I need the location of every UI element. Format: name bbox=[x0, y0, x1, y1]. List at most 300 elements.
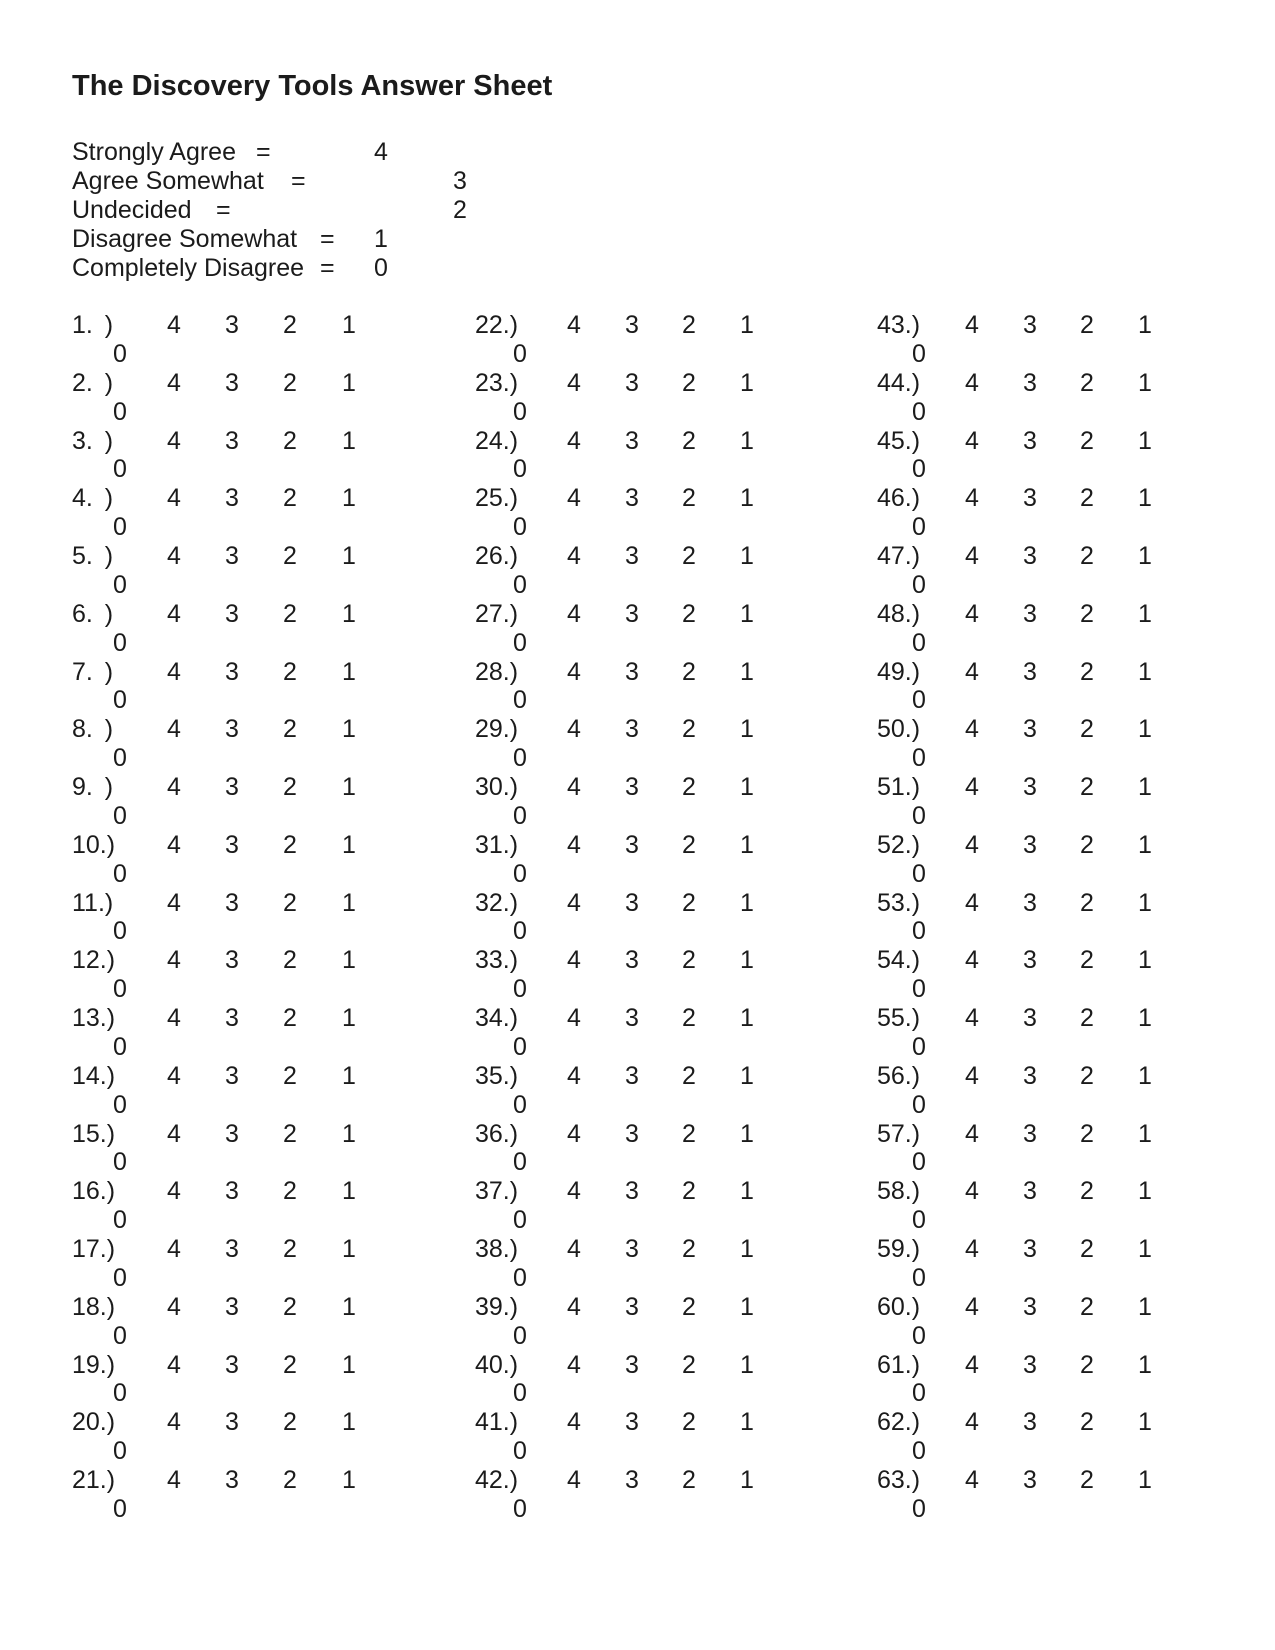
answer-item-44 bbox=[877, 369, 1257, 427]
scale-value-4: 4 bbox=[567, 1061, 581, 1090]
item-number-label: 9. ) bbox=[72, 773, 114, 801]
scale-value-4: 4 bbox=[567, 311, 581, 339]
zero-row bbox=[877, 744, 1257, 773]
item-number-label: 29.) bbox=[475, 715, 519, 744]
item-number-label: 55.) bbox=[877, 1004, 921, 1032]
answer-item-21 bbox=[72, 1466, 452, 1524]
scale-value-4: 4 bbox=[567, 888, 581, 917]
scale-row bbox=[475, 889, 855, 918]
scale-value-1: 1 bbox=[342, 542, 356, 570]
scale-value-2: 2 bbox=[682, 311, 696, 339]
scale-value-0: 0 bbox=[513, 1032, 527, 1061]
scale-value-4: 4 bbox=[167, 1004, 181, 1032]
answer-item-36 bbox=[475, 1120, 855, 1178]
answer-item-53 bbox=[877, 889, 1257, 947]
legend-label: Disagree Somewhat bbox=[72, 224, 298, 253]
scale-value-1: 1 bbox=[1138, 1061, 1152, 1090]
answer-item-52 bbox=[877, 831, 1257, 889]
scale-value-2: 2 bbox=[1080, 830, 1094, 859]
scale-value-3: 3 bbox=[225, 1177, 239, 1206]
scale-value-0: 0 bbox=[912, 1148, 926, 1177]
scale-value-0: 0 bbox=[912, 1494, 926, 1523]
zero-row bbox=[72, 860, 452, 889]
scale-value-3: 3 bbox=[625, 542, 639, 570]
scale-value-4: 4 bbox=[167, 311, 181, 339]
scale-value-0: 0 bbox=[912, 570, 926, 599]
scale-value-4: 4 bbox=[567, 1466, 581, 1494]
item-number-label: 57.) bbox=[877, 1119, 921, 1148]
scale-value-4: 4 bbox=[167, 1292, 181, 1321]
answer-item-42 bbox=[475, 1466, 855, 1524]
scale-row bbox=[877, 1120, 1257, 1149]
scale-value-3: 3 bbox=[225, 599, 239, 628]
legend-label: Agree Somewhat bbox=[72, 166, 264, 195]
answer-item-63 bbox=[877, 1466, 1257, 1524]
legend-equals-sign: = bbox=[320, 224, 335, 253]
scale-value-3: 3 bbox=[625, 715, 639, 744]
scale-value-2: 2 bbox=[1080, 426, 1094, 455]
scale-value-3: 3 bbox=[225, 830, 239, 859]
scale-row bbox=[877, 1293, 1257, 1322]
scale-value-2: 2 bbox=[1080, 542, 1094, 570]
answer-item-29 bbox=[475, 715, 855, 773]
answer-item-5 bbox=[72, 542, 452, 600]
scale-value-4: 4 bbox=[965, 715, 979, 744]
zero-row bbox=[475, 802, 855, 831]
scale-value-0: 0 bbox=[912, 397, 926, 426]
scale-value-3: 3 bbox=[625, 830, 639, 859]
zero-row bbox=[72, 1264, 452, 1293]
scale-row bbox=[877, 1408, 1257, 1437]
scale-value-1: 1 bbox=[342, 1466, 356, 1494]
legend-label: Completely Disagree bbox=[72, 253, 305, 282]
scale-value-0: 0 bbox=[513, 570, 527, 599]
scale-row bbox=[877, 369, 1257, 398]
scale-value-4: 4 bbox=[965, 311, 979, 339]
scale-value-1: 1 bbox=[740, 1350, 754, 1379]
scale-value-0: 0 bbox=[113, 1379, 127, 1408]
scale-value-0: 0 bbox=[912, 1321, 926, 1350]
scale-value-2: 2 bbox=[682, 1177, 696, 1206]
scale-value-3: 3 bbox=[625, 426, 639, 455]
scale-value-1: 1 bbox=[1138, 1350, 1152, 1379]
zero-row bbox=[72, 686, 452, 715]
scale-value-2: 2 bbox=[682, 773, 696, 801]
zero-row bbox=[475, 1091, 855, 1120]
item-number-label: 14.) bbox=[72, 1061, 116, 1090]
scale-value-3: 3 bbox=[625, 311, 639, 339]
zero-row bbox=[475, 455, 855, 484]
scale-value-4: 4 bbox=[965, 1061, 979, 1090]
scale-row bbox=[877, 542, 1257, 571]
legend-label: Strongly Agree bbox=[72, 138, 236, 166]
scale-value-0: 0 bbox=[113, 859, 127, 888]
scale-value-0: 0 bbox=[113, 1263, 127, 1292]
zero-row bbox=[877, 571, 1257, 600]
scale-value-4: 4 bbox=[567, 830, 581, 859]
scale-value-1: 1 bbox=[342, 946, 356, 975]
scale-value-1: 1 bbox=[342, 1292, 356, 1321]
item-number-label: 5. ) bbox=[72, 542, 114, 570]
scale-value-2: 2 bbox=[682, 1235, 696, 1263]
scale-row bbox=[877, 1235, 1257, 1264]
zero-row bbox=[877, 1033, 1257, 1062]
scale-value-1: 1 bbox=[1138, 888, 1152, 917]
scale-value-0: 0 bbox=[912, 686, 926, 715]
scale-value-0: 0 bbox=[912, 339, 926, 368]
scale-value-4: 4 bbox=[167, 1177, 181, 1206]
answer-item-60 bbox=[877, 1293, 1257, 1351]
scale-value-2: 2 bbox=[682, 830, 696, 859]
answer-item-49 bbox=[877, 658, 1257, 716]
zero-row bbox=[877, 860, 1257, 889]
scale-value-1: 1 bbox=[342, 1004, 356, 1032]
scale-value-3: 3 bbox=[225, 715, 239, 744]
item-number-label: 21.) bbox=[72, 1466, 116, 1494]
item-number-label: 60.) bbox=[877, 1292, 921, 1321]
scale-value-1: 1 bbox=[740, 946, 754, 975]
scale-value-1: 1 bbox=[740, 1004, 754, 1032]
scale-value-1: 1 bbox=[1138, 311, 1152, 339]
scale-value-3: 3 bbox=[625, 773, 639, 801]
legend-equals-sign: = bbox=[256, 138, 271, 166]
scale-value-3: 3 bbox=[225, 1004, 239, 1032]
scale-value-2: 2 bbox=[283, 773, 297, 801]
zero-row bbox=[72, 455, 452, 484]
scale-value-2: 2 bbox=[283, 830, 297, 859]
scale-value-3: 3 bbox=[625, 1004, 639, 1032]
item-number-label: 50.) bbox=[877, 715, 921, 744]
scale-row bbox=[877, 773, 1257, 802]
scale-value-3: 3 bbox=[225, 1061, 239, 1090]
scale-value-0: 0 bbox=[113, 1148, 127, 1177]
scale-value-0: 0 bbox=[912, 975, 926, 1004]
zero-row bbox=[72, 917, 452, 946]
scale-row bbox=[475, 1004, 855, 1033]
zero-row bbox=[72, 744, 452, 773]
scale-value-2: 2 bbox=[283, 599, 297, 628]
scale-value-1: 1 bbox=[342, 426, 356, 455]
scale-value-2: 2 bbox=[1080, 888, 1094, 917]
zero-row bbox=[877, 629, 1257, 658]
zero-row bbox=[877, 398, 1257, 427]
item-number-label: 32.) bbox=[475, 888, 519, 917]
scale-value-1: 1 bbox=[342, 773, 356, 801]
scale-value-4: 4 bbox=[567, 542, 581, 570]
item-number-label: 58.) bbox=[877, 1177, 921, 1206]
answer-item-39 bbox=[475, 1293, 855, 1351]
zero-row bbox=[877, 1148, 1257, 1177]
answer-item-14 bbox=[72, 1062, 452, 1120]
answer-item-13 bbox=[72, 1004, 452, 1062]
scale-value-0: 0 bbox=[113, 628, 127, 657]
scale-value-2: 2 bbox=[283, 1292, 297, 1321]
scale-value-3: 3 bbox=[1023, 542, 1037, 570]
scale-value-4: 4 bbox=[965, 599, 979, 628]
scale-value-4: 4 bbox=[965, 1350, 979, 1379]
scale-row bbox=[72, 427, 452, 456]
scale-value-3: 3 bbox=[225, 1119, 239, 1148]
answer-column-1 bbox=[72, 311, 452, 1524]
scale-value-0: 0 bbox=[912, 801, 926, 830]
zero-row bbox=[72, 398, 452, 427]
item-number-label: 59.) bbox=[877, 1235, 921, 1263]
answer-item-31 bbox=[475, 831, 855, 889]
scale-value-3: 3 bbox=[1023, 1292, 1037, 1321]
legend-value: 1 bbox=[374, 224, 388, 253]
scale-row bbox=[877, 1351, 1257, 1380]
answer-item-59 bbox=[877, 1235, 1257, 1293]
item-number-label: 39.) bbox=[475, 1292, 519, 1321]
zero-row bbox=[877, 1264, 1257, 1293]
scale-value-1: 1 bbox=[740, 657, 754, 686]
scale-value-3: 3 bbox=[1023, 1408, 1037, 1437]
scale-value-3: 3 bbox=[225, 484, 239, 513]
item-number-label: 6. ) bbox=[72, 599, 114, 628]
item-number-label: 42.) bbox=[475, 1466, 519, 1494]
item-number-label: 2. ) bbox=[72, 368, 114, 397]
answer-item-51 bbox=[877, 773, 1257, 831]
zero-row bbox=[877, 1322, 1257, 1351]
zero-row bbox=[475, 1379, 855, 1408]
scale-value-1: 1 bbox=[1138, 542, 1152, 570]
item-number-label: 18.) bbox=[72, 1292, 116, 1321]
scale-value-0: 0 bbox=[513, 744, 527, 773]
scale-value-2: 2 bbox=[283, 1408, 297, 1437]
scale-row bbox=[475, 311, 855, 340]
scale-value-0: 0 bbox=[113, 1437, 127, 1466]
scale-value-4: 4 bbox=[167, 830, 181, 859]
scale-value-2: 2 bbox=[682, 946, 696, 975]
scale-value-2: 2 bbox=[682, 1350, 696, 1379]
scale-value-4: 4 bbox=[965, 830, 979, 859]
zero-row bbox=[475, 1495, 855, 1524]
scale-value-3: 3 bbox=[625, 888, 639, 917]
scale-value-4: 4 bbox=[965, 484, 979, 513]
legend-value: 4 bbox=[374, 138, 388, 166]
answer-item-10 bbox=[72, 831, 452, 889]
item-number-label: 49.) bbox=[877, 657, 921, 686]
scale-value-2: 2 bbox=[283, 484, 297, 513]
scale-value-1: 1 bbox=[740, 715, 754, 744]
item-number-label: 28.) bbox=[475, 657, 519, 686]
item-number-label: 38.) bbox=[475, 1235, 519, 1263]
zero-row bbox=[877, 1495, 1257, 1524]
scale-row bbox=[475, 1351, 855, 1380]
scale-value-3: 3 bbox=[1023, 888, 1037, 917]
scale-value-2: 2 bbox=[283, 1235, 297, 1263]
answer-item-54 bbox=[877, 946, 1257, 1004]
scale-value-2: 2 bbox=[283, 888, 297, 917]
scale-value-4: 4 bbox=[167, 1235, 181, 1263]
scale-value-2: 2 bbox=[1080, 1119, 1094, 1148]
scale-value-2: 2 bbox=[682, 1292, 696, 1321]
answer-item-37 bbox=[475, 1177, 855, 1235]
item-number-label: 44.) bbox=[877, 368, 921, 397]
scale-value-0: 0 bbox=[513, 628, 527, 657]
scale-value-1: 1 bbox=[1138, 1004, 1152, 1032]
zero-row bbox=[475, 744, 855, 773]
zero-row bbox=[475, 975, 855, 1004]
item-number-label: 13.) bbox=[72, 1004, 116, 1032]
item-number-label: 19.) bbox=[72, 1350, 116, 1379]
legend-equals-sign: = bbox=[291, 166, 306, 195]
legend-equals-sign: = bbox=[216, 195, 231, 224]
scale-value-3: 3 bbox=[225, 946, 239, 975]
scale-row bbox=[877, 427, 1257, 456]
scale-row bbox=[475, 600, 855, 629]
scale-value-2: 2 bbox=[682, 484, 696, 513]
scale-row bbox=[877, 1177, 1257, 1206]
scale-row bbox=[475, 484, 855, 513]
scale-value-0: 0 bbox=[912, 1032, 926, 1061]
scale-value-0: 0 bbox=[113, 975, 127, 1004]
scale-value-4: 4 bbox=[167, 773, 181, 801]
scale-value-2: 2 bbox=[1080, 773, 1094, 801]
scale-row bbox=[475, 1062, 855, 1091]
zero-row bbox=[877, 1091, 1257, 1120]
scale-value-4: 4 bbox=[965, 1004, 979, 1032]
scale-value-4: 4 bbox=[965, 426, 979, 455]
item-number-label: 8. ) bbox=[72, 715, 114, 744]
item-number-label: 31.) bbox=[475, 830, 519, 859]
scale-row bbox=[72, 1466, 452, 1495]
scale-value-1: 1 bbox=[740, 1292, 754, 1321]
scale-value-4: 4 bbox=[567, 426, 581, 455]
zero-row bbox=[72, 513, 452, 542]
zero-row bbox=[72, 1437, 452, 1466]
scale-value-2: 2 bbox=[682, 1119, 696, 1148]
scale-value-2: 2 bbox=[682, 1466, 696, 1494]
item-number-label: 45.) bbox=[877, 426, 921, 455]
scale-value-0: 0 bbox=[912, 1379, 926, 1408]
scale-value-4: 4 bbox=[567, 657, 581, 686]
scale-value-0: 0 bbox=[513, 397, 527, 426]
zero-row bbox=[877, 802, 1257, 831]
answer-item-40 bbox=[475, 1351, 855, 1409]
scale-value-4: 4 bbox=[167, 888, 181, 917]
scale-value-4: 4 bbox=[965, 1466, 979, 1494]
answer-item-35 bbox=[475, 1062, 855, 1120]
scale-value-2: 2 bbox=[283, 542, 297, 570]
scale-value-4: 4 bbox=[567, 599, 581, 628]
scale-value-1: 1 bbox=[1138, 1119, 1152, 1148]
scale-value-2: 2 bbox=[682, 542, 696, 570]
scale-value-1: 1 bbox=[342, 599, 356, 628]
answer-item-27 bbox=[475, 600, 855, 658]
answer-item-47 bbox=[877, 542, 1257, 600]
answer-item-61 bbox=[877, 1351, 1257, 1409]
page-title: The Discovery Tools Answer Sheet bbox=[72, 70, 553, 102]
scale-row bbox=[72, 1235, 452, 1264]
answer-item-43 bbox=[877, 311, 1257, 369]
scale-value-4: 4 bbox=[965, 773, 979, 801]
scale-value-3: 3 bbox=[625, 1408, 639, 1437]
scale-value-4: 4 bbox=[567, 1004, 581, 1032]
scale-value-1: 1 bbox=[1138, 1177, 1152, 1206]
scale-value-1: 1 bbox=[1138, 368, 1152, 397]
scale-value-0: 0 bbox=[912, 744, 926, 773]
scale-value-4: 4 bbox=[167, 946, 181, 975]
scale-value-1: 1 bbox=[1138, 1292, 1152, 1321]
item-number-label: 4. ) bbox=[72, 484, 114, 513]
scale-value-3: 3 bbox=[225, 888, 239, 917]
answer-item-26 bbox=[475, 542, 855, 600]
answer-item-12 bbox=[72, 946, 452, 1004]
answer-item-55 bbox=[877, 1004, 1257, 1062]
item-number-label: 52.) bbox=[877, 830, 921, 859]
item-number-label: 10.) bbox=[72, 830, 116, 859]
scale-value-3: 3 bbox=[225, 311, 239, 339]
legend-value: 2 bbox=[453, 195, 467, 224]
scale-value-0: 0 bbox=[513, 1437, 527, 1466]
scale-value-2: 2 bbox=[283, 1061, 297, 1090]
scale-value-4: 4 bbox=[567, 368, 581, 397]
scale-value-2: 2 bbox=[682, 715, 696, 744]
item-number-label: 37.) bbox=[475, 1177, 519, 1206]
scale-value-0: 0 bbox=[912, 1263, 926, 1292]
scale-value-3: 3 bbox=[1023, 715, 1037, 744]
zero-row bbox=[72, 1379, 452, 1408]
scale-value-1: 1 bbox=[1138, 484, 1152, 513]
scale-value-0: 0 bbox=[113, 686, 127, 715]
item-number-label: 26.) bbox=[475, 542, 519, 570]
scale-value-0: 0 bbox=[912, 513, 926, 542]
scale-row bbox=[475, 369, 855, 398]
scale-value-2: 2 bbox=[1080, 1466, 1094, 1494]
scale-value-3: 3 bbox=[1023, 773, 1037, 801]
scale-value-4: 4 bbox=[167, 484, 181, 513]
zero-row bbox=[475, 1322, 855, 1351]
scale-value-3: 3 bbox=[1023, 1350, 1037, 1379]
item-number-label: 16.) bbox=[72, 1177, 116, 1206]
scale-value-1: 1 bbox=[740, 1235, 754, 1263]
scale-value-2: 2 bbox=[1080, 1408, 1094, 1437]
scale-value-3: 3 bbox=[1023, 830, 1037, 859]
scale-value-0: 0 bbox=[513, 917, 527, 946]
scale-row bbox=[877, 715, 1257, 744]
scale-value-3: 3 bbox=[1023, 311, 1037, 339]
scale-value-2: 2 bbox=[682, 1061, 696, 1090]
scale-value-0: 0 bbox=[513, 1090, 527, 1119]
scale-value-4: 4 bbox=[167, 426, 181, 455]
scale-row bbox=[72, 1177, 452, 1206]
item-number-label: 23.) bbox=[475, 368, 519, 397]
zero-row bbox=[877, 975, 1257, 1004]
item-number-label: 43.) bbox=[877, 311, 921, 339]
scale-value-2: 2 bbox=[682, 368, 696, 397]
item-number-label: 40.) bbox=[475, 1350, 519, 1379]
scale-value-0: 0 bbox=[912, 1090, 926, 1119]
scale-row bbox=[877, 600, 1257, 629]
scale-value-2: 2 bbox=[283, 1350, 297, 1379]
scale-value-1: 1 bbox=[1138, 1408, 1152, 1437]
item-number-label: 30.) bbox=[475, 773, 519, 801]
item-number-label: 7. ) bbox=[72, 657, 114, 686]
zero-row bbox=[72, 571, 452, 600]
answer-item-16 bbox=[72, 1177, 452, 1235]
scale-row bbox=[72, 484, 452, 513]
scale-row bbox=[72, 1120, 452, 1149]
scale-value-1: 1 bbox=[740, 1177, 754, 1206]
scale-value-1: 1 bbox=[342, 888, 356, 917]
scale-value-3: 3 bbox=[225, 542, 239, 570]
zero-row bbox=[877, 686, 1257, 715]
scale-value-1: 1 bbox=[342, 1119, 356, 1148]
scale-value-0: 0 bbox=[113, 397, 127, 426]
scale-value-4: 4 bbox=[567, 1292, 581, 1321]
scale-value-3: 3 bbox=[1023, 1119, 1037, 1148]
